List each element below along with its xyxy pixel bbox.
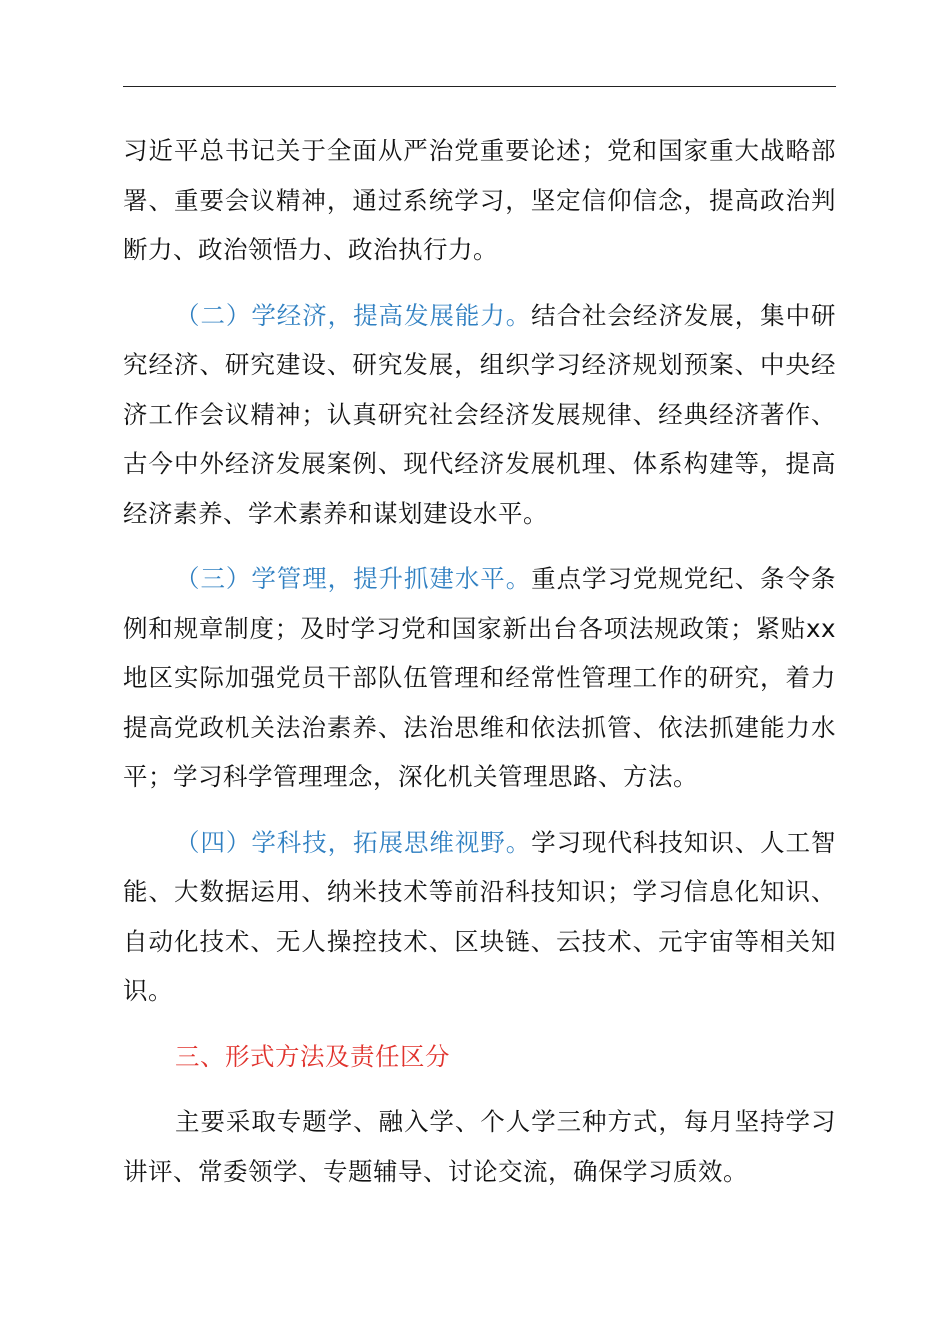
paragraph-text: 主要采取专题学、融入学、个人学三种方式，每月坚持学习讲评、常委领学、专题辅导、讨论交流，确保学习质效。: [123, 1107, 836, 1186]
subheading-technology: （四）学科技，拓展思维视野。: [175, 827, 532, 857]
document-body: [123, 126, 836, 1196]
subheading-economy: （二）学经济，提高发展能力。: [175, 300, 532, 330]
paragraph-economy: [123, 291, 836, 539]
paragraph-text: 习近平总书记关于全面从严治党重要论述；党和国家重大战略部署、重要会议精神，通过系统学习，坚定信仰信念，提高政治判断力、政治领悟力、政治执行力。: [123, 136, 836, 264]
paragraph-continuation: [123, 126, 836, 275]
paragraph-text: 结合社会经济发展，集中研究经济、研究建设、研究发展，组织学习经济规划预案、中央经济工作会议精神；认真研究社会经济发展规律、经典经济著作、古今中外经济发展案例、现代经济发展机理、体系构建等，提高经济素养、学术素养和谋划建设水平。: [123, 300, 837, 528]
paragraph-management: [123, 554, 836, 802]
paragraph-technology: [123, 818, 836, 1016]
header-divider: [123, 86, 836, 87]
subheading-management: （三）学管理，提升抓建水平。: [175, 564, 532, 593]
paragraph-methods: [123, 1097, 836, 1196]
paragraph-text: 学习现代科技知识、人工智能、大数据运用、纳米技术等前沿科技知识；学习信息化知识、自动化技术、无人操控技术、区块链、云技术、元宇宙等相关知识。: [123, 827, 837, 1005]
paragraph-text: 重点学习党规党纪、条令条例和规章制度；及时学习党和国家新出台各项法规政策；紧贴xx地区实际加强党员干部队伍管理和经常性管理工作的研究，着力提高党政机关法治素养、法治思维和依法抓管、依法抓建能力水平；学习科学管理理念，深化机关管理思路、方法。: [123, 564, 837, 791]
section-heading: [123, 1032, 836, 1082]
section-heading-text: 三、形式方法及责任区分: [175, 1041, 450, 1071]
